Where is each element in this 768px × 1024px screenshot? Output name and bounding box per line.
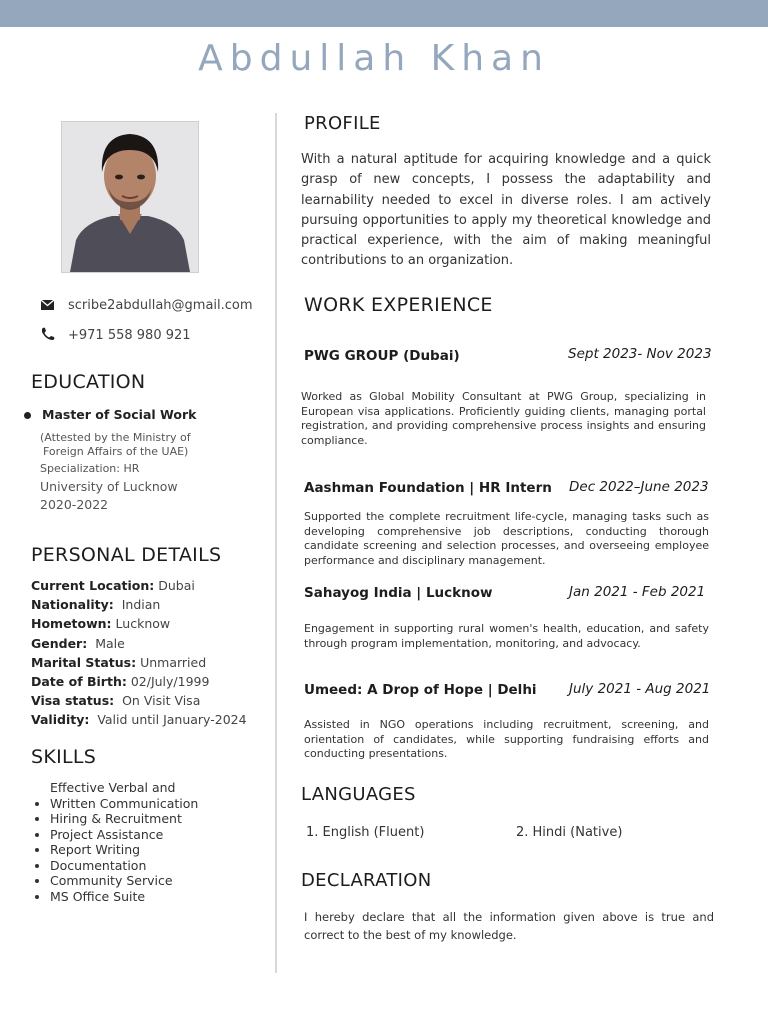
job-title: Umeed: A Drop of Hope | Delhi bbox=[304, 682, 537, 698]
personal-value: On Visit Visa bbox=[122, 693, 201, 708]
personal-label: Visa status: bbox=[31, 693, 115, 708]
profile-heading: PROFILE bbox=[304, 113, 381, 134]
personal-label: Marital Status: bbox=[31, 655, 137, 670]
job-dates: Jan 2021 - Feb 2021 bbox=[569, 584, 706, 600]
job-title: Sahayog India | Lucknow bbox=[304, 585, 493, 601]
work-experience-heading: WORK EXPERIENCE bbox=[304, 294, 493, 316]
profile-text: With a natural aptitude for acquiring knowledge and a quick grasp of new concepts, I possess the adaptability and learnability needed to excel in diverse roles. I am actively pursuing opportunities to apply my theoretical knowledge and practical experience, with the aim of making meaningful contributions to an organization. bbox=[301, 152, 711, 269]
personal-row bbox=[31, 712, 247, 727]
education-years: 2020-2022 bbox=[40, 497, 109, 512]
job-title: PWG GROUP (Dubai) bbox=[304, 348, 460, 364]
candidate-name: Abdullah Khan bbox=[198, 38, 550, 79]
skills-list bbox=[30, 780, 280, 904]
personal-row bbox=[31, 674, 209, 689]
degree: Master of Social Work bbox=[42, 407, 197, 422]
attested-line-2: Foreign Affairs of the UAE) bbox=[43, 445, 189, 458]
skill-item: • Hiring & Recruitment bbox=[50, 811, 280, 827]
personal-label: Hometown: bbox=[31, 616, 112, 631]
job-description: Supported the complete recruitment life-cycle, managing tasks such as developing comprehensive job descriptions, conducting thorough candidate screening and selection processes, and overseeing employee performance and disciplinary management. bbox=[304, 510, 709, 567]
attested-line-1: (Attested by the Ministry of bbox=[40, 431, 191, 444]
contact-email bbox=[40, 298, 253, 313]
education-heading: EDUCATION bbox=[31, 371, 146, 393]
job-description: Engagement in supporting rural women's health, education, and safety through program implementation, monitoring, and advocacy. bbox=[304, 622, 709, 650]
personal-value: Dubai bbox=[158, 578, 195, 593]
specialization: Specialization: HR bbox=[40, 462, 140, 475]
personal-label: Date of Birth: bbox=[31, 674, 127, 689]
job-dates: Dec 2022–June 2023 bbox=[569, 479, 709, 495]
personal-details-heading: PERSONAL DETAILS bbox=[31, 544, 222, 566]
phone-icon bbox=[40, 327, 56, 341]
languages-heading: LANGUAGES bbox=[301, 784, 416, 805]
skill-item: • Documentation bbox=[50, 858, 280, 874]
job-description: Assisted in NGO operations including recruitment, screening, and orientation of candidates, while supporting fundraising efforts and conducting presentations. bbox=[304, 718, 709, 760]
declaration-heading: DECLARATION bbox=[301, 870, 432, 891]
personal-value: 02/July/1999 bbox=[130, 674, 210, 689]
personal-row bbox=[31, 578, 195, 593]
envelope-icon bbox=[40, 299, 56, 313]
job-dates: July 2021 - Aug 2021 bbox=[569, 681, 711, 697]
skill-item: • MS Office Suite bbox=[50, 889, 280, 905]
personal-row bbox=[31, 636, 125, 651]
contact-phone bbox=[40, 327, 191, 343]
personal-row bbox=[31, 693, 200, 708]
job-dates: Sept 2023- Nov 2023 bbox=[568, 346, 712, 362]
personal-value: Lucknow bbox=[115, 616, 171, 631]
person-portrait bbox=[62, 122, 198, 272]
education-bullet bbox=[24, 412, 31, 419]
university: University of Lucknow bbox=[40, 479, 178, 494]
personal-value: Male bbox=[95, 636, 125, 651]
personal-value: Unmarried bbox=[140, 655, 207, 670]
header-bar bbox=[0, 0, 768, 27]
job-description: Worked as Global Mobility Consultant at PWG Group, specializing in European visa applications. Proficiently guiding clients, managing portal registration, and providing comprehensive process insights and ensuring compliance. bbox=[301, 390, 706, 447]
personal-label: Validity: bbox=[31, 712, 90, 727]
language-item: 1. English (Fluent) bbox=[306, 825, 425, 840]
personal-value: Valid until January-2024 bbox=[97, 712, 247, 727]
skills-heading: SKILLS bbox=[31, 746, 97, 768]
personal-label: Current Location: bbox=[31, 578, 155, 593]
job-title: Aashman Foundation | HR Intern bbox=[304, 480, 552, 496]
skill-item bbox=[50, 780, 280, 811]
personal-row bbox=[31, 597, 160, 612]
personal-label: Nationality: bbox=[31, 597, 114, 612]
skill-text: Effective Verbal and Written Communication bbox=[50, 780, 199, 811]
language-item: 2. Hindi (Native) bbox=[516, 825, 623, 840]
personal-value: Indian bbox=[121, 597, 161, 612]
personal-label: Gender: bbox=[31, 636, 88, 651]
skill-item: • Project Assistance bbox=[50, 827, 280, 843]
skill-item: • Community Service bbox=[50, 873, 280, 889]
personal-row bbox=[31, 655, 206, 670]
personal-row bbox=[31, 616, 170, 631]
profile-photo bbox=[61, 121, 199, 273]
phone-text: +971 558 980 921 bbox=[68, 328, 191, 343]
declaration-text: I hereby declare that all the information given above is true and correct to the best of my knowledge. bbox=[304, 910, 714, 942]
email-text: scribe2abdullah@gmail.com bbox=[68, 298, 253, 313]
skill-item: • Report Writing bbox=[50, 842, 280, 858]
